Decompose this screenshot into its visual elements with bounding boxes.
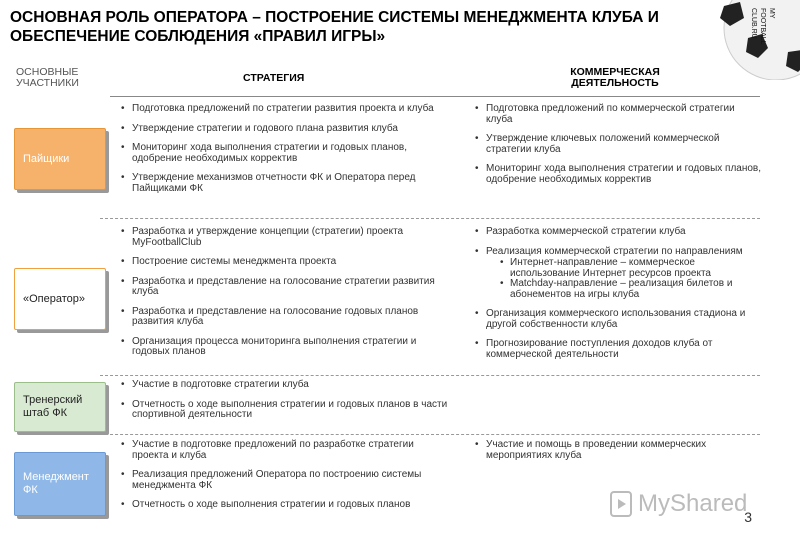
header-divider <box>110 96 760 97</box>
page-title <box>10 8 710 46</box>
list-item-text: Реализация коммерческой стратегии по направлениям <box>486 245 743 257</box>
list-item: • Утверждение механизмов отчетности ФК и Оператора перед Пайщиками ФК <box>118 173 453 194</box>
header-participants-line-1: ОСНОВНЫЕ <box>16 66 79 78</box>
header-commercial <box>560 67 670 89</box>
watermark <box>610 490 747 518</box>
sub-list-item: • Matchday-направление – реализация билетов и абонементов на игры клуба <box>486 279 762 300</box>
list-item: • Мониторинг хода выполнения стратегии и годовых планов, одобрение необходимых корректив <box>118 143 453 164</box>
page-title-line-1: ОСНОВНАЯ РОЛЬ ОПЕРАТОРА – ПОСТРОЕНИЕ СИСТЕМЫ МЕНЕДЖМЕНТА КЛУБА И <box>10 9 659 26</box>
header-participants-line-2: УЧАСТНИКИ <box>16 77 79 89</box>
management-commercial-list <box>472 440 762 470</box>
watermark-icon <box>610 491 632 517</box>
list-item: • Отчетность о ходе выполнения стратегии и годовых планов в части спортивной деятельности <box>118 400 453 421</box>
watermark-text: MyShared <box>638 490 748 517</box>
list-item: • Подготовка предложений по стратегии развития проекта и клуба <box>118 104 453 115</box>
shareholders-strategy-list <box>118 104 453 203</box>
page-number: 3 <box>744 509 752 525</box>
row-divider <box>100 434 760 435</box>
management-strategy-list <box>118 440 453 520</box>
list-item: • Участие в подготовке стратегии клуба <box>118 380 453 391</box>
operator-commercial-list <box>472 227 762 369</box>
page-title-line-2: ОБЕСПЕЧЕНИЕ СОБЛЮДЕНИЯ «ПРАВИЛ ИГРЫ» <box>10 28 386 45</box>
list-item: • Утверждение стратегии и годового плана развития клуба <box>118 124 453 135</box>
list-item: • Отчетность о ходе выполнения стратегии и годовых планов <box>118 500 453 511</box>
list-item: • Реализация предложений Оператора по построению системы менеджмента ФК <box>118 470 453 491</box>
list-item: • Подготовка предложений по коммерческой стратегии клуба <box>472 104 762 125</box>
list-item: • Разработка и утверждение концепции (стратегии) проекта MyFootballClub <box>118 227 453 248</box>
football-logo-icon <box>718 0 800 80</box>
role-box-operator <box>14 268 106 330</box>
operator-strategy-list <box>118 227 453 367</box>
list-item <box>472 247 762 301</box>
role-label: Тренерский штаб ФК <box>23 394 83 419</box>
role-box-management <box>14 452 106 516</box>
row-divider <box>100 375 760 376</box>
logo-text-2: FOOTBALL <box>759 8 766 45</box>
list-item: • Разработка коммерческой стратегии клуба <box>472 227 762 238</box>
list-item: • Организация процесса мониторинга выполнения стратегии и годовых планов <box>118 337 453 358</box>
shareholders-commercial-list <box>472 104 762 194</box>
sub-list-item: • Интернет-направление – коммерческое использование Интернет ресурсов проекта <box>486 258 762 279</box>
header-commercial-line-2: ДЕЯТЕЛЬНОСТЬ <box>571 77 659 89</box>
role-label: «Оператор» <box>23 292 86 305</box>
role-box-coaching-staff <box>14 382 106 432</box>
role-box-shareholders <box>14 128 106 190</box>
list-item: • Утверждение ключевых положений коммерческой стратегии клуба <box>472 134 762 155</box>
row-divider <box>100 218 760 219</box>
list-item: • Участие и помощь в проведении коммерческих мероприятиях клуба <box>472 440 762 461</box>
role-label: Пайщики <box>23 152 70 165</box>
list-item: • Построение системы менеджмента проекта <box>118 257 453 268</box>
coaching-strategy-list <box>118 380 453 430</box>
list-item: • Организация коммерческого использования стадиона и другой собственности клуба <box>472 309 762 330</box>
role-label: Менеджмент ФК <box>23 471 89 496</box>
logo-text-3: CLUB.RU <box>750 8 757 39</box>
list-item: • Участие в подготовке предложений по разработке стратегии проекта и клуба <box>118 440 453 461</box>
list-item: • Разработка и представление на голосование стратегии развития клуба <box>118 277 453 298</box>
list-item: • Разработка и представление на голосование годовых планов развития клуба <box>118 307 453 328</box>
list-item: • Прогнозирование поступления доходов клуба от коммерческой деятельности <box>472 339 762 360</box>
header-commercial-line-1: КОММЕРЧЕСКАЯ <box>570 66 660 78</box>
operator-commercial-sublist <box>486 258 762 300</box>
logo-text-1: MY <box>768 8 775 19</box>
header-strategy: СТРАТЕГИЯ <box>243 72 305 84</box>
list-item: • Мониторинг хода выполнения стратегии и годовых планов, одобрение необходимых корректив <box>472 164 762 185</box>
header-participants <box>16 67 79 89</box>
